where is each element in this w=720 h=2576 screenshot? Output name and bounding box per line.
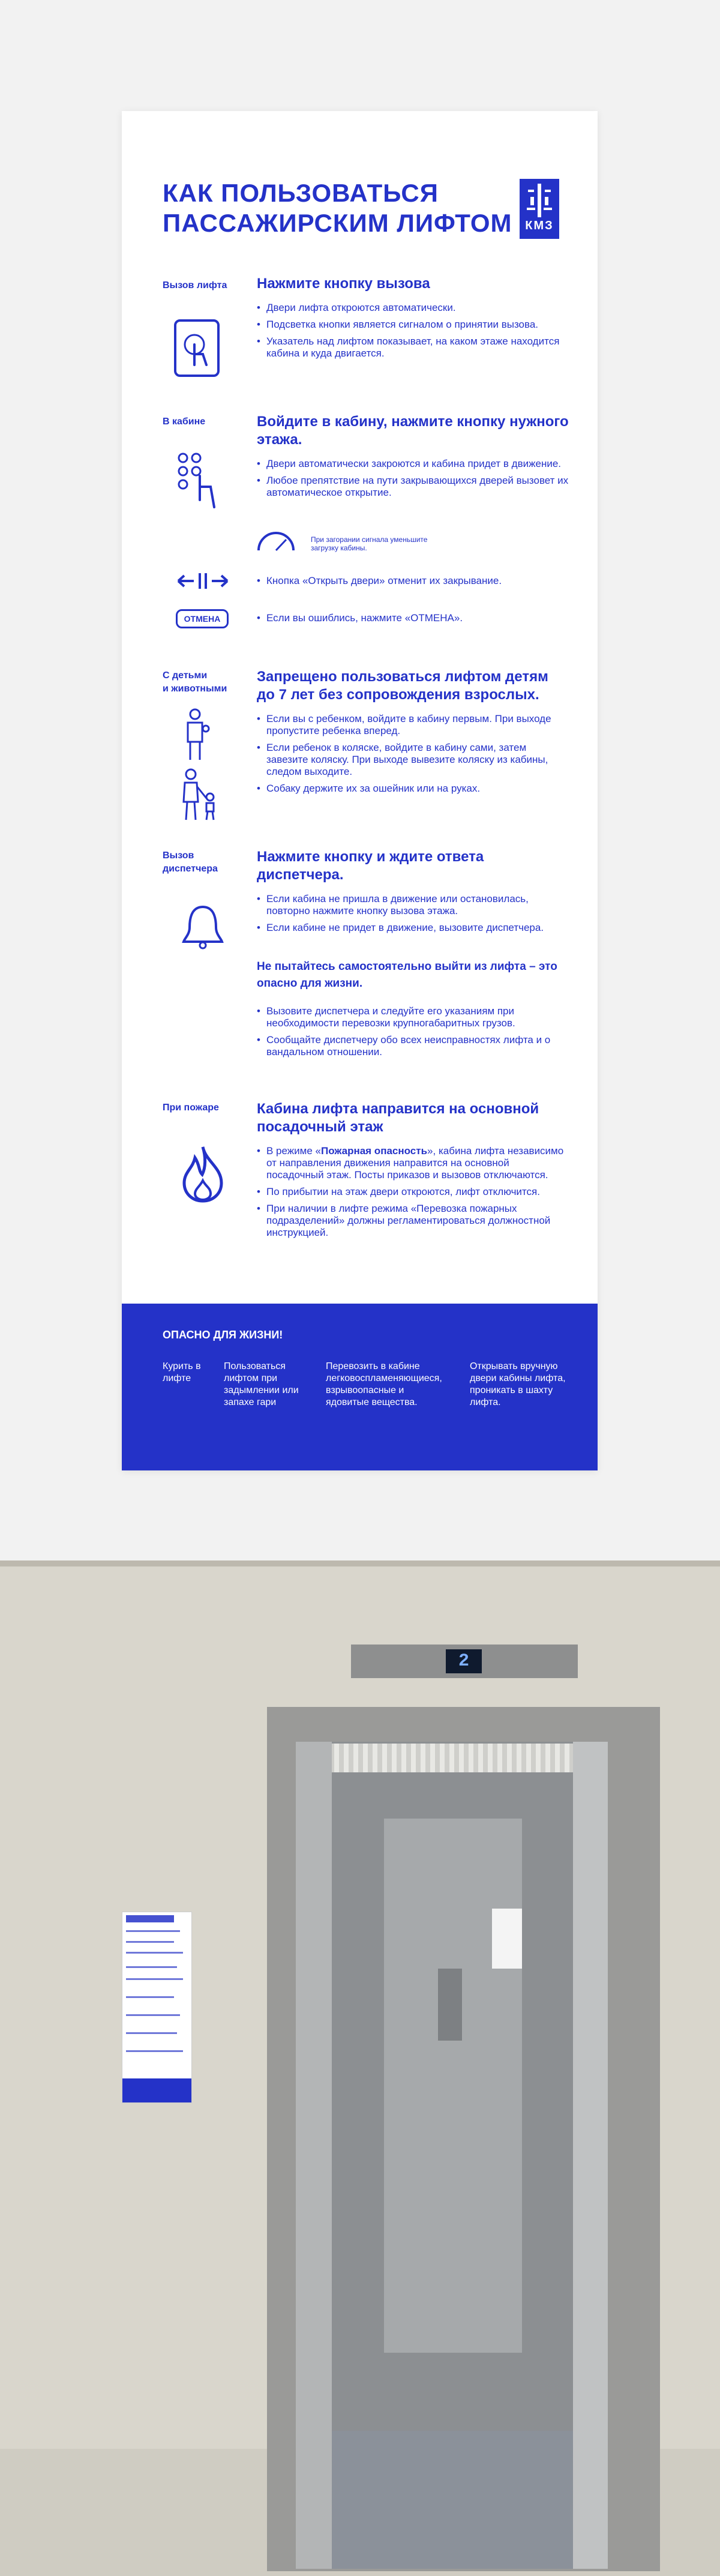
footer-title: ОПАСНО ДЛЯ ЖИЗНИ!	[163, 1329, 283, 1341]
section-label-call: Вызов лифта	[163, 280, 227, 290]
label-line: Вызов	[163, 850, 194, 861]
cancel-button-icon: ОТМЕНА	[176, 609, 229, 628]
section-heading-call: Нажмите кнопку вызова	[257, 275, 430, 292]
footer-item: Курить в лифте	[163, 1361, 201, 1383]
list-item: • Если кабина не пришла в движение или остановилась, повторно нажмите кнопку вызова этажа.	[257, 893, 569, 917]
section-label-fire: При пожаре	[163, 1103, 219, 1113]
list-item: • Если кабине не придет в движение, вызовите диспетчера.	[257, 922, 569, 934]
door-panel-left	[296, 1742, 332, 2569]
list-item: • Вызовите диспетчера и следуйте его указаниям при необходимости перевозки крупногабаритных грузов.	[257, 1005, 569, 1029]
mini-poster-line	[126, 2014, 180, 2016]
door-panel-right	[573, 1742, 608, 2569]
label-line: диспетчера	[163, 864, 218, 874]
section-heading-fire: Кабина лифта направится на основной посадочный этаж	[257, 1101, 539, 1135]
elevator-hall-photo	[0, 1560, 720, 2576]
door-bullet-list	[257, 575, 569, 592]
bullet-bold-text: Пожарная опасность	[320, 1145, 428, 1157]
list-item: • При наличии в лифте режима «Перевозка пожарных подразделений» должны регламентироваться должностной инструкцией.	[257, 1203, 569, 1239]
kmz-logo-mark	[526, 184, 553, 217]
floor-indicator-display: 2	[446, 1649, 482, 1673]
list-item: • Двери автоматически закроются и кабина придет в движение.	[257, 458, 569, 470]
adult-with-child-walking-icon	[179, 768, 221, 822]
list-item	[257, 1145, 569, 1181]
mini-poster-line	[126, 2050, 183, 2052]
cabin-control-panel	[438, 1969, 462, 2041]
list-item: • Если вы ошиблись, нажмите «ОТМЕНА».	[257, 612, 569, 624]
adult-with-child-icon	[182, 708, 212, 762]
fire-icon	[176, 1143, 230, 1203]
bell-icon	[179, 903, 227, 951]
overload-hint: При загорании сигнала уменьшите загрузку кабины.	[311, 535, 428, 552]
label-line: С детьми	[163, 670, 208, 681]
ceiling	[0, 1560, 720, 1566]
open-doors-icon	[176, 572, 230, 590]
list-item: • Сообщайте диспетчеру обо всех неисправностях лифта и о вандальном отношении.	[257, 1034, 569, 1058]
danger-warning: Не пытайтесь самостоятельно выйти из лифта – это опасно для жизни.	[257, 960, 557, 990]
footer-item: Пользоваться лифтом при задымлении или запахе гари	[224, 1361, 299, 1407]
call-bullets	[257, 302, 569, 364]
cancel-bullet-list	[257, 612, 569, 629]
children-bullets	[257, 713, 569, 799]
label-line: и животными	[163, 684, 227, 694]
list-item: • Если ребенок в коляске, войдите в кабину сами, затем завезите коляску. При выходе вывезите коляску из кабины, следом выходите.	[257, 742, 569, 778]
list-item: • Собаку держите их за ошейник или на руках.	[257, 783, 569, 795]
section-heading-dispatcher: Нажмите кнопку и ждите ответа диспетчера.	[257, 849, 484, 883]
dispatcher-bullets	[257, 893, 569, 939]
fire-bullets	[257, 1145, 569, 1244]
mini-poster-line	[126, 1966, 177, 1968]
cabin-floor	[296, 2431, 608, 2569]
list-item: • Указатель над лифтом показывает, на каком этаже находится кабина и куда двигается.	[257, 336, 569, 360]
list-item: • Двери лифта откроются автоматически.	[257, 302, 569, 314]
mini-poster-line	[126, 1978, 183, 1980]
press-button-icon	[173, 318, 221, 378]
dispatcher-bullets-2	[257, 1005, 569, 1063]
danger-footer	[122, 1304, 598, 1470]
floor-indicator	[351, 1645, 578, 1678]
mini-poster-footer	[122, 2078, 191, 2102]
cabin-ceiling-light	[296, 1744, 608, 1772]
kmz-logo	[520, 179, 559, 239]
mini-poster	[122, 1912, 192, 2103]
section-heading-cabin: Войдите в кабину, нажмите кнопку нужного этажа.	[257, 414, 569, 448]
footer-item: Открывать вручную двери кабины лифта, проникать в шахту лифта.	[470, 1361, 566, 1407]
mini-poster-title	[126, 1915, 174, 1922]
footer-item: Перевозить в кабине легковоспламеняющиеся, взрывоопасные и ядовитые вещества.	[326, 1361, 442, 1407]
section-label-cabin: В кабине	[163, 417, 206, 427]
mini-poster-line	[126, 1930, 180, 1932]
elevator-instruction-poster	[122, 111, 598, 1470]
section-label-dispatcher	[163, 849, 218, 876]
title-line-2: ПАССАЖИРСКИМ ЛИФТОМ	[163, 209, 512, 237]
floor-buttons-icon	[176, 452, 224, 512]
poster-title	[163, 178, 512, 238]
cabin-bullets	[257, 458, 569, 504]
mini-poster-line	[126, 1996, 174, 1998]
list-item: • Любое препятствие на пути закрывающихся дверей вызовет их автоматическое открытие.	[257, 475, 569, 499]
cabin-back-wall	[384, 1819, 522, 2353]
logo-text: КМЗ	[525, 219, 554, 232]
cabin-notice	[492, 1909, 522, 1969]
section-heading-children: Запрещено пользоваться лифтом детям до 7 лет без сопровождения взрослых.	[257, 669, 548, 703]
mini-poster-line	[126, 1941, 174, 1943]
bullet-text: В режиме «	[266, 1145, 321, 1157]
list-item: • По прибытии на этаж двери откроются, лифт отключится.	[257, 1186, 569, 1198]
section-label-children	[163, 669, 227, 696]
mini-poster-line	[126, 2032, 177, 2034]
list-item: • Подсветка кнопки является сигналом о принятии вызова.	[257, 319, 569, 331]
bullet-text: », кабина лифта независимо от направления движения направится на основной посадочный этаж. Посты приказов и вызовов отключаются.	[266, 1145, 564, 1181]
overload-gauge-icon	[255, 531, 297, 553]
list-item: • Если вы с ребенком, войдите в кабину первым. При выходе пропустите ребенка вперед.	[257, 713, 569, 737]
mini-poster-line	[126, 1952, 183, 1954]
title-line-1: КАК ПОЛЬЗОВАТЬСЯ	[163, 179, 439, 207]
list-item: • Кнопка «Открыть двери» отменит их закрывание.	[257, 575, 569, 587]
